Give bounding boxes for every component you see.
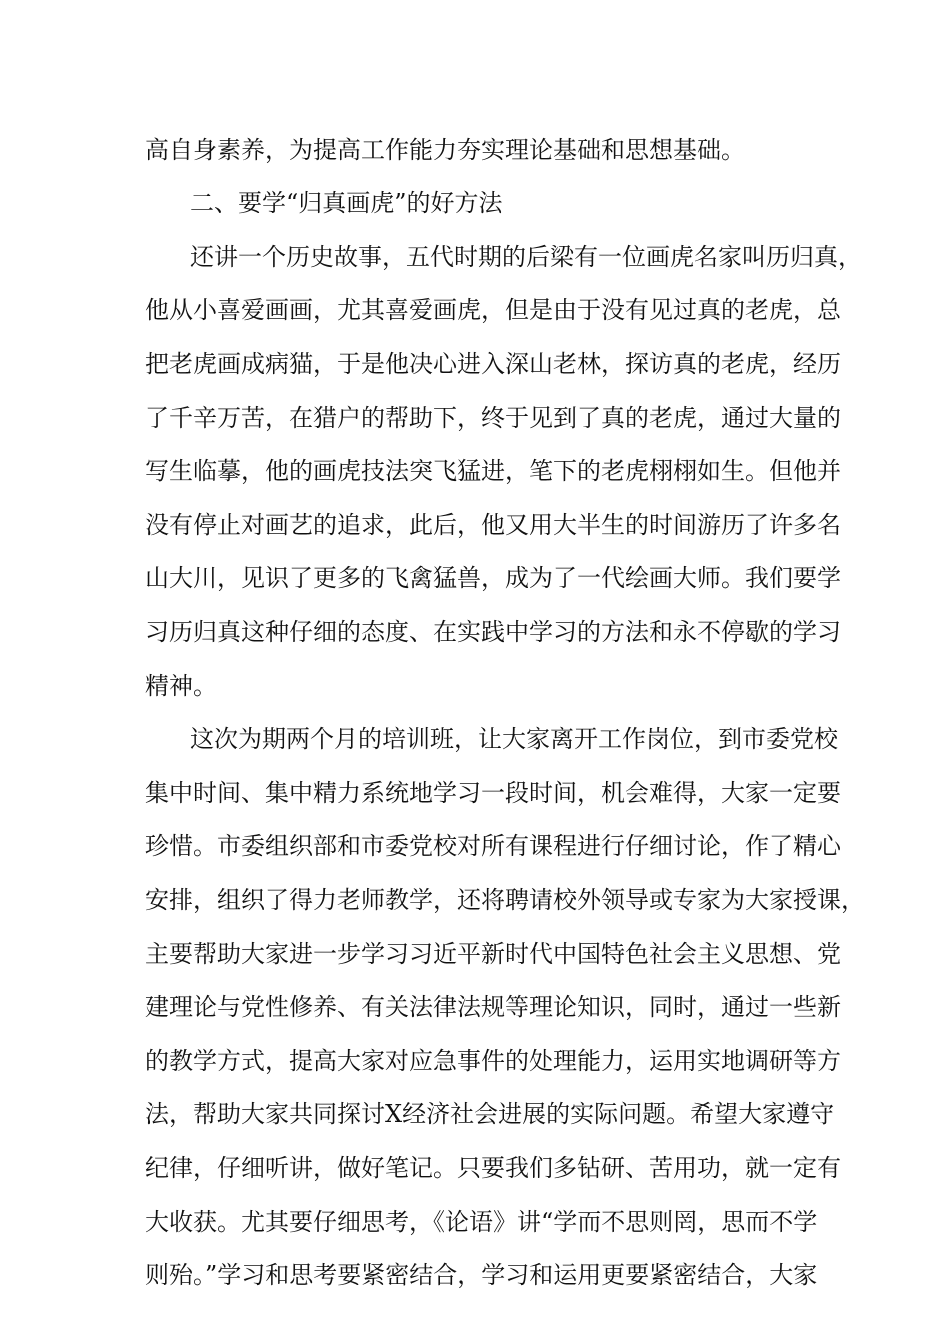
- text-line: 纪律，仔细听讲，做好笔记。只要我们多钻研、苦用功，就一定有: [145, 1154, 841, 1182]
- text-line: 这次为期两个月的培训班，让大家离开工作岗位，到市委党校: [190, 725, 838, 753]
- text-line: 高自身素养，为提高工作能力夯实理论基础和思想基础。: [145, 136, 745, 164]
- text-line: 建理论与党性修养、有关法律法规等理论知识，同时，通过一些新: [145, 993, 841, 1021]
- text-line: 安排，组织了得力老师教学，还将聘请校外领导或专家为大家授课，: [145, 886, 865, 914]
- text-line: 写生临摹，他的画虎技法突飞猛进，笔下的老虎栩栩如生。但他并: [145, 457, 841, 485]
- section-heading: 二、要学“归真画虎”的好方法: [190, 189, 503, 217]
- text-line: 还讲一个历史故事，五代时期的后梁有一位画虎名家叫历归真，: [190, 243, 862, 271]
- text-line: 主要帮助大家进一步学习习近平新时代中国特色社会主义思想、党: [145, 940, 841, 968]
- text-line: 了千辛万苦，在猎户的帮助下，终于见到了真的老虎，通过大量的: [145, 404, 841, 432]
- text-line: 则殆。”学习和思考要紧密结合，学习和运用更要紧密结合，大家: [145, 1261, 818, 1289]
- text-line: 他从小喜爱画画，尤其喜爱画虎，但是由于没有见过真的老虎，总: [145, 296, 841, 324]
- text-line: 精神。: [145, 672, 217, 700]
- text-line: 大收获。尤其要仔细思考，《论语》讲“学而不思则罔，思而不学: [145, 1208, 818, 1236]
- text-line: 把老虎画成病猫，于是他决心进入深山老林，探访真的老虎，经历: [145, 350, 841, 378]
- text-line: 集中时间、集中精力系统地学习一段时间，机会难得，大家一定要: [145, 779, 841, 807]
- text-line: 习历归真这种仔细的态度、在实践中学习的方法和永不停歇的学习: [145, 618, 841, 646]
- text-line: 山大川，见识了更多的飞禽猛兽，成为了一代绘画大师。我们要学: [145, 564, 841, 592]
- text-line: 法，帮助大家共同探讨X经济社会进展的实际问题。希望大家遵守: [145, 1100, 835, 1128]
- text-line: 没有停止对画艺的追求，此后，他又用大半生的时间游历了许多名: [145, 511, 841, 539]
- text-line: 的教学方式，提高大家对应急事件的处理能力，运用实地调研等方: [145, 1047, 841, 1075]
- text-line: 珍惜。市委组织部和市委党校对所有课程进行仔细讨论，作了精心: [145, 832, 841, 860]
